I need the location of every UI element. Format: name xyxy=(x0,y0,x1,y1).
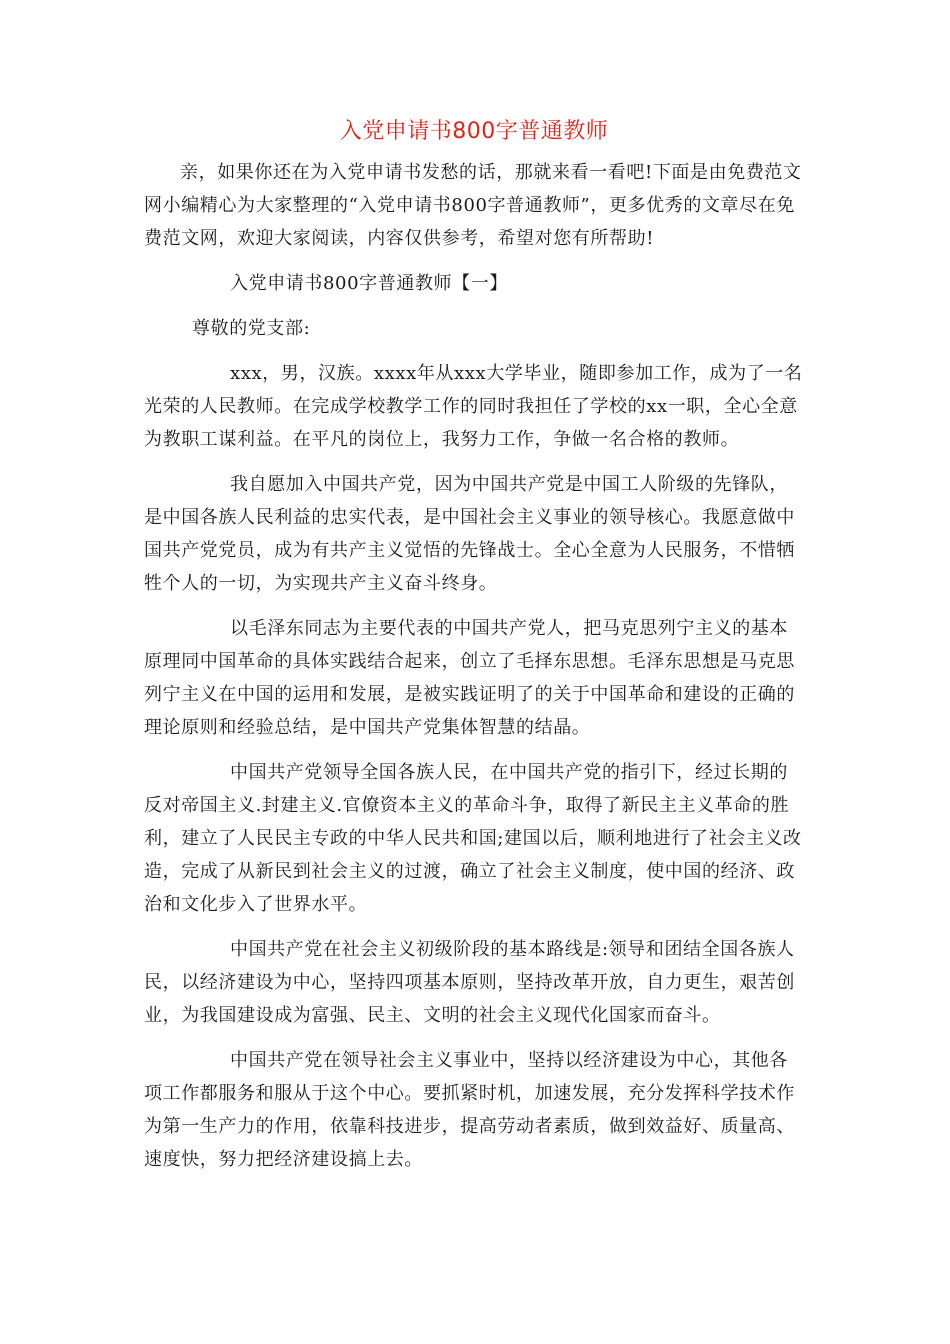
intro-paragraph: 亲，如果你还在为入党申请书发愁的话，那就来看一看吧!下面是由免费范文网小编精心为大家整理的“入党申请书800字普通教师”，更多优秀的文章尽在免费范文网，欢迎大家阅读，内容仅供参考，希望对您有所帮助! xyxy=(144,162,802,249)
body-paragraph-2: 我自愿加入中国共产党，因为中国共产党是中国工人阶级的先锋队，是中国各族人民利益的忠实代表，是中国社会主义事业的领导核心。我愿意做中国共产党党员，成为有共产主义觉悟的先锋战士。全心全意为人民服务，不惜牺牲个人的一切，为实现共产主义奋斗终身。 xyxy=(144,474,795,594)
body-paragraph-5: 中国共产党在社会主义初级阶段的基本路线是:领导和团结全国各族人民，以经济建设为中心，坚持四项基本原则，坚持改革开放，自力更生，艰苦创业，为我国建设成为富强、民主、文明的社会主义现代化国家而奋斗。 xyxy=(144,939,795,1026)
body-paragraph-4: 中国共产党领导全国各族人民，在中国共产党的指引下，经过长期的反对帝国主义.封建主义.官僚资本主义的革命斗争，取得了新民主主义革命的胜利，建立了人民民主专政的中华人民共和国;建国以后，顺利地进行了社会主义改造，完成了从新民到社会主义的过渡，确立了社会主义制度，使中国的经济、政治和文化步入了世界水平。 xyxy=(144,762,802,915)
salutation: 尊敬的党支部: xyxy=(192,318,311,339)
body-paragraph-1: xxx，男，汉族。xxxx年从xxx大学毕业，随即参加工作，成为了一名光荣的人民教师。在完成学校教学工作的同时我担任了学校的xx一职，全心全意为教职工谋利益。在平凡的岗位上，我努力工作，争做一名合格的教师。 xyxy=(144,363,803,450)
section-heading: 入党申请书800字普通教师【一】 xyxy=(230,273,508,294)
body-paragraph-6: 中国共产党在领导社会主义事业中，坚持以经济建设为中心，其他各项工作都服务和服从于这个中心。要抓紧时机，加速发展，充分发挥科学技术作为第一生产力的作用，依靠科技进步，提高劳动者素质，做到效益好、质量高、速度快，努力把经济建设搞上去。 xyxy=(144,1050,795,1170)
document-body xyxy=(144,112,804,1188)
document-title: 入党申请书800字普通教师 xyxy=(339,119,609,144)
body-paragraph-3: 以毛泽东同志为主要代表的中国共产党人，把马克思列宁主义的基本原理同中国革命的具体实践结合起来，创立了毛择东思想。毛泽东思想是马克思列宁主义在中国的运用和发展，是被实践证明了的关于中国革命和建设的正确的理论原则和经验总结，是中国共产党集体智慧的结晶。 xyxy=(144,618,795,738)
